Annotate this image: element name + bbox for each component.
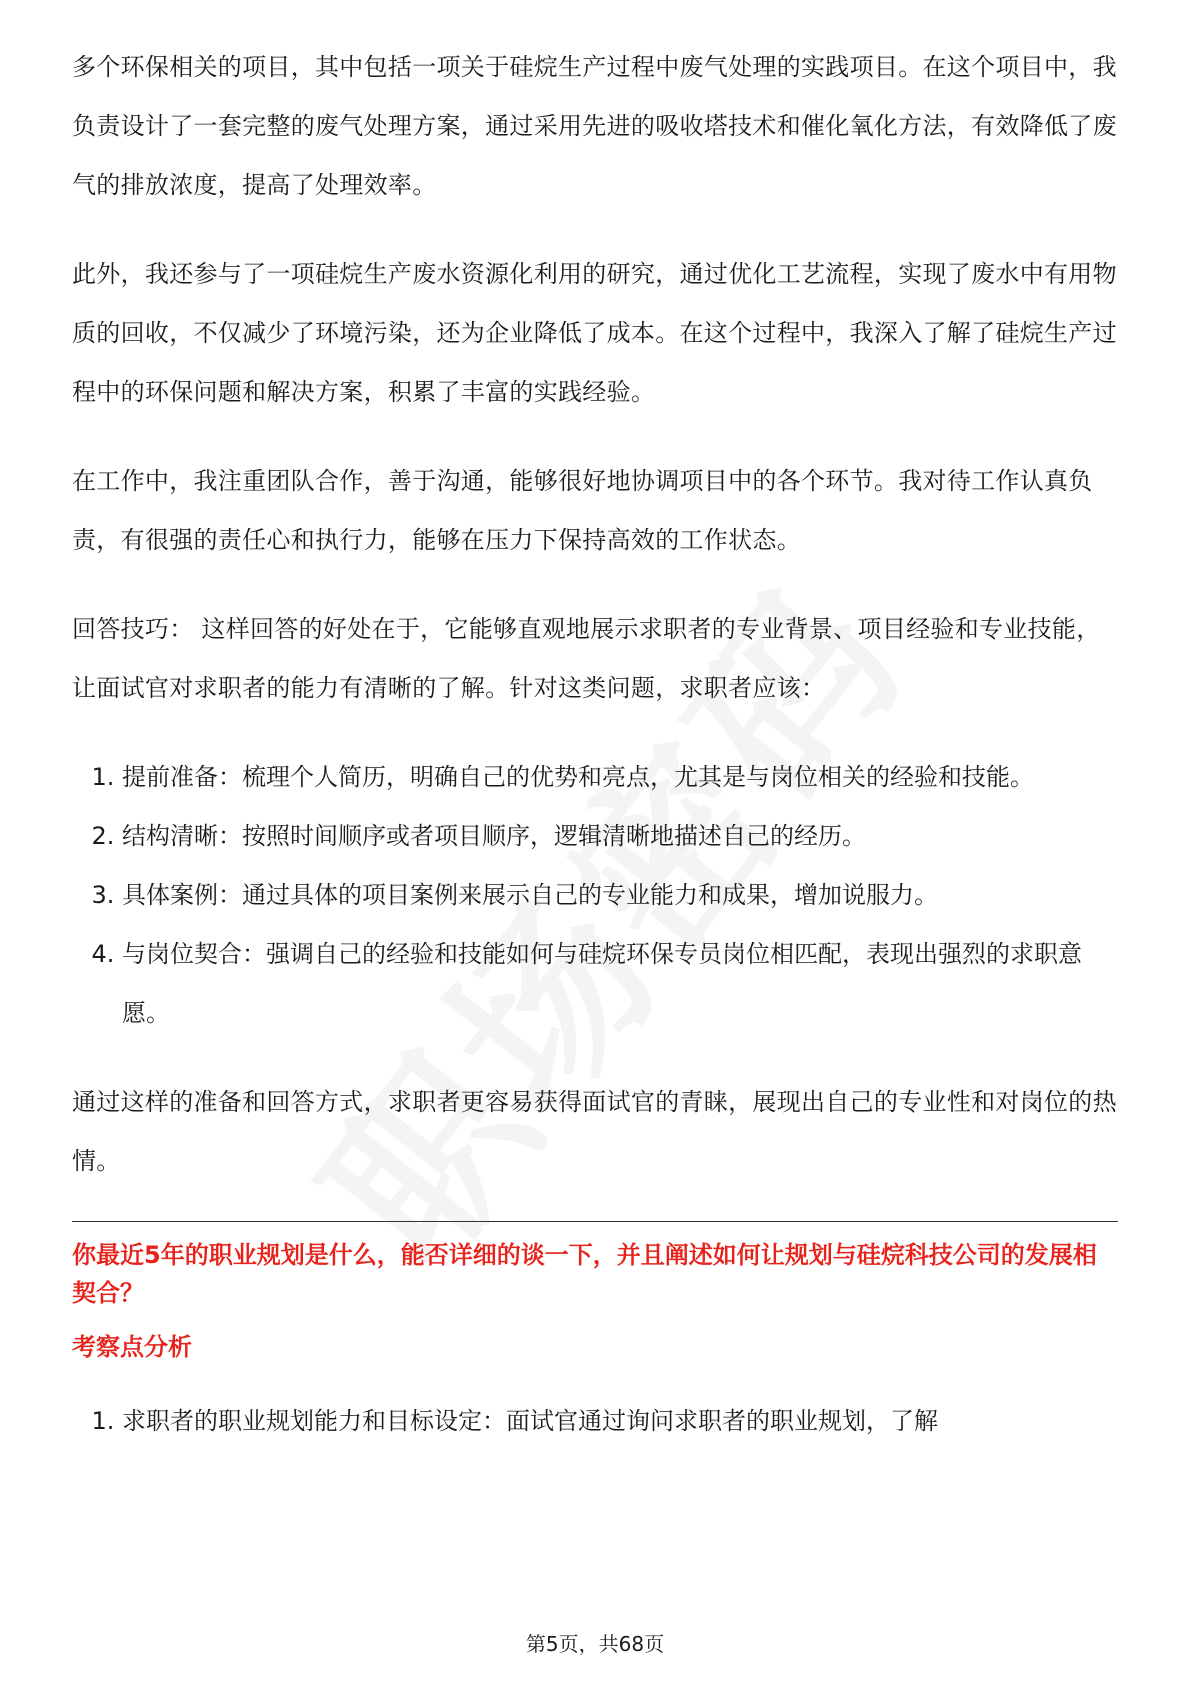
list-item: 4. 与岗位契合：强调自己的经验和技能如何与硅烷环保专员岗位相匹配，表现出强烈的求职意愿。 bbox=[122, 925, 1118, 1043]
list-item: 1. 提前准备：梳理个人简历，明确自己的优势和亮点，尤其是与岗位相关的经验和技能。 bbox=[122, 748, 1118, 807]
list-item: 3. 具体案例：通过具体的项目案例来展示自己的专业能力和成果，增加说服力。 bbox=[122, 866, 1118, 925]
paragraph-projects: 多个环保相关的项目，其中包括一项关于硅烷生产过程中废气处理的实践项目。在这个项目中，我负责设计了一套完整的废气处理方案，通过采用先进的吸收塔技术和催化氧化方法，有效降低了废气的排放浓度，提高了处理效率。 bbox=[72, 53, 1117, 199]
list-item: 1. 求职者的职业规划能力和目标设定：面试官通过询问求职者的职业规划，了解 bbox=[122, 1392, 1118, 1451]
page-footer: 第5页，共68页 bbox=[525, 1632, 665, 1656]
tips-list bbox=[72, 748, 1118, 1043]
analysis-heading: 考察点分析 bbox=[72, 1333, 192, 1361]
analysis-points-list bbox=[72, 1392, 1118, 1451]
paragraph-conclusion: 通过这样的准备和回答方式，求职者更容易获得面试官的青睐，展现出自己的专业性和对岗位的热情。 bbox=[72, 1088, 1117, 1175]
question-title: 你最近5年的职业规划是什么，能否详细的谈一下，并且阐述如何让规划与硅烷科技公司的发展相契合？ bbox=[72, 1241, 1097, 1307]
paragraph-wastewater: 此外，我还参与了一项硅烷生产废水资源化利用的研究，通过优化工艺流程，实现了废水中有用物质的回收，不仅减少了环境污染，还为企业降低了成本。在这个过程中，我深入了解了硅烷生产过程中的环保问题和解决方案，积累了丰富的实践经验。 bbox=[72, 260, 1117, 406]
list-item: 2. 结构清晰：按照时间顺序或者项目顺序，逻辑清晰地描述自己的经历。 bbox=[122, 807, 1118, 866]
section-divider bbox=[72, 1221, 1118, 1222]
paragraph-teamwork: 在工作中，我注重团队合作，善于沟通，能够很好地协调项目中的各个环节。我对待工作认真负责，有很强的责任心和执行力，能够在压力下保持高效的工作状态。 bbox=[72, 467, 1093, 554]
page-content bbox=[72, 38, 1118, 1481]
paragraph-answer-tips: 回答技巧： 这样回答的好处在于，它能够直观地展示求职者的专业背景、项目经验和专业技能，让面试官对求职者的能力有清晰的了解。针对这类问题，求职者应该： bbox=[72, 615, 1101, 702]
